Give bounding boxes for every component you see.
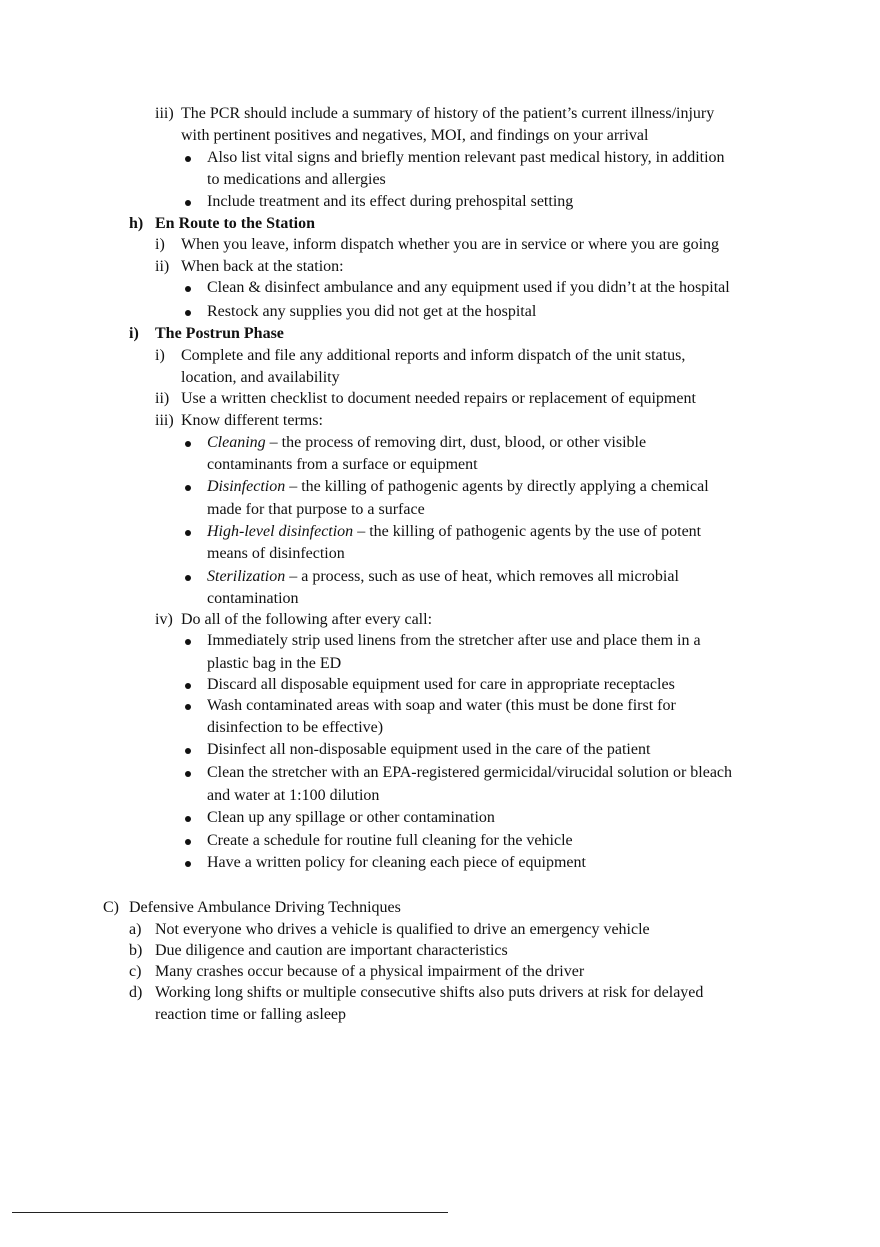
bullet-text: Clean up any spillage or other contamination [207,809,495,826]
list-marker: h) [129,215,144,232]
term-definition [207,522,701,542]
list-marker: d) [129,984,143,1001]
section-title: Defensive Ambulance Driving Techniques [129,899,401,916]
bullet-icon [185,200,191,206]
bullet-text: Immediately strip used linens from the stretcher after use and place them in a [207,632,701,649]
bullet-text: Restock any supplies you did not get at the hospital [207,303,537,320]
list-item-text: with pertinent positives and negatives, MOI, and findings on your arrival [181,127,649,144]
section-title: En Route to the Station [155,215,316,232]
term-definition [207,477,709,497]
bullet-icon [185,441,191,447]
bullet-text: Disinfect all non-disposable equipment used in the care of the patient [207,741,651,758]
bullet-text: Also list vital signs and briefly mention relevant past medical history, in addition [207,149,725,166]
bullet-icon [185,156,191,162]
bullet-text: to medications and allergies [207,171,386,188]
bullet-text: Clean & disinfect ambulance and any equipment used if you didn’t at the hospital [207,279,730,296]
bullet-text: plastic bag in the ED [207,655,342,672]
bullet-text: and water at 1:100 dilution [207,787,380,804]
list-marker: iii) [155,105,174,122]
term: High-level disinfection [207,523,354,540]
term-definition [207,433,646,453]
bullet-icon [185,861,191,867]
term: Cleaning [207,434,266,451]
definition: means of disinfection [207,545,345,562]
bullet-text: Discard all disposable equipment used for care in appropriate receptacles [207,676,675,693]
bullet-icon [185,839,191,845]
list-item-text: When back at the station: [181,258,344,275]
bullet-text: Wash contaminated areas with soap and water (this must be done first for [207,697,676,714]
term: Disinfection [207,478,286,495]
term: Sterilization [207,568,286,585]
list-marker: C) [103,899,119,916]
list-marker: i) [155,347,165,364]
bullet-icon [185,286,191,292]
bullet-icon [185,683,191,689]
term-definition [207,567,679,587]
list-marker: b) [129,942,143,959]
definition: – the killing of pathogenic agents by the use of potent [353,523,702,540]
list-item-text: location, and availability [181,369,340,386]
list-marker: a) [129,921,142,938]
definition: – a process, such as use of heat, which removes all microbial [285,568,679,585]
list-marker: c) [129,963,142,980]
bullet-icon [185,704,191,710]
list-item-text: Do all of the following after every call: [181,611,433,628]
bullet-text: Create a schedule for routine full cleaning for the vehicle [207,832,573,849]
bullet-text: Include treatment and its effect during prehospital setting [207,193,574,210]
bullet-icon [185,816,191,822]
list-marker: i) [129,325,139,342]
bullet-text: Have a written policy for cleaning each piece of equipment [207,854,586,871]
footnote-separator [12,1212,448,1213]
list-marker: iii) [155,412,174,429]
definition: – the process of removing dirt, dust, blood, or other visible [265,434,647,451]
definition: – the killing of pathogenic agents by directly applying a chemical [285,478,709,495]
section-title: The Postrun Phase [155,325,284,342]
list-marker: ii) [155,390,170,407]
bullet-text: disinfection to be effective) [207,719,384,736]
definition: contaminants from a surface or equipment [207,456,478,473]
list-marker: iv) [155,611,173,628]
list-item-text: Use a written checklist to document needed repairs or replacement of equipment [181,390,696,407]
list-item-text: Know different terms: [181,412,323,429]
list-item-text: Many crashes occur because of a physical impairment of the driver [155,963,585,980]
bullet-icon [185,530,191,536]
list-item-text: The PCR should include a summary of history of the patient’s current illness/injury [181,105,715,122]
definition: contamination [207,590,299,607]
list-marker: ii) [155,258,170,275]
definition: made for that purpose to a surface [207,501,425,518]
bullet-icon [185,485,191,491]
bullet-icon [185,639,191,645]
list-item-text: Complete and file any additional reports and inform dispatch of the unit status, [181,347,686,364]
list-item-text: reaction time or falling asleep [155,1006,347,1023]
list-item-text: Not everyone who drives a vehicle is qualified to drive an emergency vehicle [155,921,650,938]
list-item-text: Working long shifts or multiple consecutive shifts also puts drivers at risk for delayed [155,984,704,1001]
list-marker: i) [155,236,165,253]
list-item-text: Due diligence and caution are important characteristics [155,942,508,959]
bullet-text: Clean the stretcher with an EPA-registered germicidal/virucidal solution or bleach [207,764,733,781]
bullet-icon [185,771,191,777]
bullet-icon [185,748,191,754]
bullet-icon [185,575,191,581]
list-item-text: When you leave, inform dispatch whether you are in service or where you are going [181,236,720,253]
bullet-icon [185,310,191,316]
